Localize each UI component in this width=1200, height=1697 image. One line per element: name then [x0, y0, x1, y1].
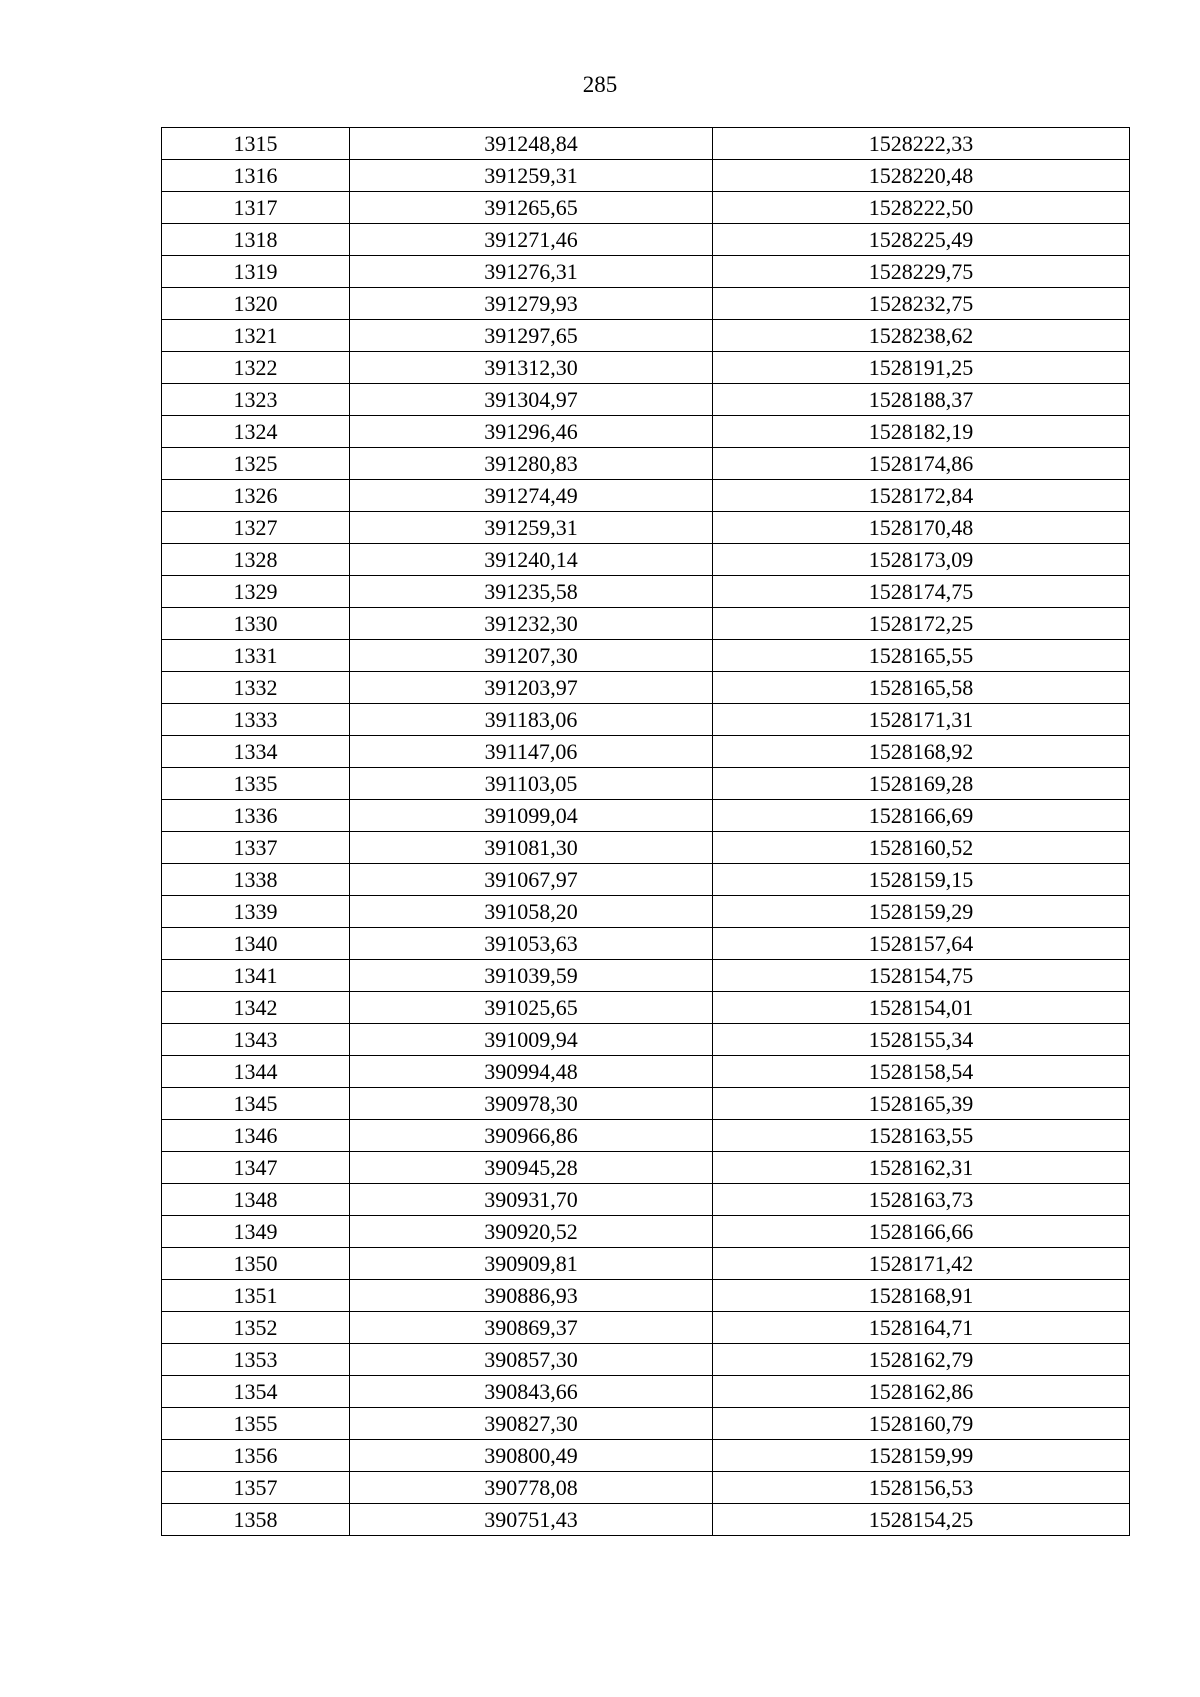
table-row: [162, 512, 1130, 544]
y-coordinate-cell: 1528225,49: [713, 224, 1130, 256]
table-row: [162, 448, 1130, 480]
y-coordinate-cell: 1528160,79: [713, 1408, 1130, 1440]
y-coordinate-cell: 1528158,54: [713, 1056, 1130, 1088]
x-coordinate-cell: 390751,43: [350, 1504, 713, 1536]
x-coordinate-cell: 391183,06: [350, 704, 713, 736]
x-coordinate-cell: 390978,30: [350, 1088, 713, 1120]
y-coordinate-cell: 1528156,53: [713, 1472, 1130, 1504]
x-coordinate-cell: 390945,28: [350, 1152, 713, 1184]
y-coordinate-cell: 1528173,09: [713, 544, 1130, 576]
y-coordinate-cell: 1528154,01: [713, 992, 1130, 1024]
table-row: [162, 608, 1130, 640]
table-row: [162, 288, 1130, 320]
point-number-cell: 1325: [162, 448, 350, 480]
table-row: [162, 928, 1130, 960]
y-coordinate-cell: 1528170,48: [713, 512, 1130, 544]
table-row: [162, 768, 1130, 800]
table-row: [162, 160, 1130, 192]
x-coordinate-cell: 391274,49: [350, 480, 713, 512]
point-number-cell: 1354: [162, 1376, 350, 1408]
table-row: [162, 224, 1130, 256]
x-coordinate-cell: 390931,70: [350, 1184, 713, 1216]
x-coordinate-cell: 390966,86: [350, 1120, 713, 1152]
y-coordinate-cell: 1528159,15: [713, 864, 1130, 896]
x-coordinate-cell: 391235,58: [350, 576, 713, 608]
x-coordinate-cell: 391265,65: [350, 192, 713, 224]
table-row: [162, 576, 1130, 608]
point-number-cell: 1337: [162, 832, 350, 864]
table-row: [162, 896, 1130, 928]
y-coordinate-cell: 1528168,91: [713, 1280, 1130, 1312]
point-number-cell: 1344: [162, 1056, 350, 1088]
x-coordinate-cell: 391304,97: [350, 384, 713, 416]
table-row: [162, 640, 1130, 672]
page-number: 285: [582, 72, 618, 97]
point-number-cell: 1357: [162, 1472, 350, 1504]
table-row: [162, 800, 1130, 832]
x-coordinate-cell: 391058,20: [350, 896, 713, 928]
x-coordinate-cell: 391099,04: [350, 800, 713, 832]
table-row: [162, 1088, 1130, 1120]
x-coordinate-cell: 391259,31: [350, 160, 713, 192]
y-coordinate-cell: 1528154,75: [713, 960, 1130, 992]
point-number-cell: 1317: [162, 192, 350, 224]
coordinates-table: [161, 127, 1130, 1536]
y-coordinate-cell: 1528159,29: [713, 896, 1130, 928]
table-row: [162, 128, 1130, 160]
y-coordinate-cell: 1528165,39: [713, 1088, 1130, 1120]
point-number-cell: 1352: [162, 1312, 350, 1344]
x-coordinate-cell: 391081,30: [350, 832, 713, 864]
y-coordinate-cell: 1528166,69: [713, 800, 1130, 832]
x-coordinate-cell: 390909,81: [350, 1248, 713, 1280]
y-coordinate-cell: 1528164,71: [713, 1312, 1130, 1344]
x-coordinate-cell: 391207,30: [350, 640, 713, 672]
x-coordinate-cell: 391053,63: [350, 928, 713, 960]
point-number-cell: 1330: [162, 608, 350, 640]
table-row: [162, 544, 1130, 576]
y-coordinate-cell: 1528222,33: [713, 128, 1130, 160]
point-number-cell: 1327: [162, 512, 350, 544]
point-number-cell: 1353: [162, 1344, 350, 1376]
table-row: [162, 1472, 1130, 1504]
table-row: [162, 1280, 1130, 1312]
point-number-cell: 1345: [162, 1088, 350, 1120]
table-row: [162, 1248, 1130, 1280]
y-coordinate-cell: 1528159,99: [713, 1440, 1130, 1472]
y-coordinate-cell: 1528222,50: [713, 192, 1130, 224]
point-number-cell: 1333: [162, 704, 350, 736]
point-number-cell: 1331: [162, 640, 350, 672]
y-coordinate-cell: 1528174,86: [713, 448, 1130, 480]
x-coordinate-cell: 390778,08: [350, 1472, 713, 1504]
table-row: [162, 704, 1130, 736]
point-number-cell: 1321: [162, 320, 350, 352]
y-coordinate-cell: 1528162,79: [713, 1344, 1130, 1376]
table-row: [162, 672, 1130, 704]
table-row: [162, 192, 1130, 224]
y-coordinate-cell: 1528238,62: [713, 320, 1130, 352]
point-number-cell: 1349: [162, 1216, 350, 1248]
point-number-cell: 1340: [162, 928, 350, 960]
y-coordinate-cell: 1528229,75: [713, 256, 1130, 288]
x-coordinate-cell: 391248,84: [350, 128, 713, 160]
point-number-cell: 1315: [162, 128, 350, 160]
table-row: [162, 1312, 1130, 1344]
point-number-cell: 1338: [162, 864, 350, 896]
table-row: [162, 1408, 1130, 1440]
point-number-cell: 1339: [162, 896, 350, 928]
table-row: [162, 864, 1130, 896]
point-number-cell: 1358: [162, 1504, 350, 1536]
x-coordinate-cell: 390800,49: [350, 1440, 713, 1472]
table-row: [162, 480, 1130, 512]
table-row: [162, 352, 1130, 384]
y-coordinate-cell: 1528162,86: [713, 1376, 1130, 1408]
y-coordinate-cell: 1528188,37: [713, 384, 1130, 416]
x-coordinate-cell: 391240,14: [350, 544, 713, 576]
point-number-cell: 1326: [162, 480, 350, 512]
y-coordinate-cell: 1528171,42: [713, 1248, 1130, 1280]
table-row: [162, 832, 1130, 864]
y-coordinate-cell: 1528157,64: [713, 928, 1130, 960]
point-number-cell: 1332: [162, 672, 350, 704]
table-row: [162, 1216, 1130, 1248]
y-coordinate-cell: 1528166,66: [713, 1216, 1130, 1248]
x-coordinate-cell: 391203,97: [350, 672, 713, 704]
point-number-cell: 1323: [162, 384, 350, 416]
point-number-cell: 1347: [162, 1152, 350, 1184]
y-coordinate-cell: 1528174,75: [713, 576, 1130, 608]
x-coordinate-cell: 390843,66: [350, 1376, 713, 1408]
x-coordinate-cell: 390869,37: [350, 1312, 713, 1344]
x-coordinate-cell: 390994,48: [350, 1056, 713, 1088]
point-number-cell: 1329: [162, 576, 350, 608]
y-coordinate-cell: 1528163,55: [713, 1120, 1130, 1152]
x-coordinate-cell: 391271,46: [350, 224, 713, 256]
x-coordinate-cell: 391009,94: [350, 1024, 713, 1056]
table-row: [162, 1344, 1130, 1376]
point-number-cell: 1350: [162, 1248, 350, 1280]
table-row: [162, 256, 1130, 288]
x-coordinate-cell: 391039,59: [350, 960, 713, 992]
x-coordinate-cell: 390857,30: [350, 1344, 713, 1376]
point-number-cell: 1348: [162, 1184, 350, 1216]
x-coordinate-cell: 391312,30: [350, 352, 713, 384]
x-coordinate-cell: 390827,30: [350, 1408, 713, 1440]
y-coordinate-cell: 1528160,52: [713, 832, 1130, 864]
y-coordinate-cell: 1528220,48: [713, 160, 1130, 192]
point-number-cell: 1343: [162, 1024, 350, 1056]
point-number-cell: 1355: [162, 1408, 350, 1440]
y-coordinate-cell: 1528172,84: [713, 480, 1130, 512]
point-number-cell: 1318: [162, 224, 350, 256]
table-row: [162, 960, 1130, 992]
y-coordinate-cell: 1528163,73: [713, 1184, 1130, 1216]
y-coordinate-cell: 1528155,34: [713, 1024, 1130, 1056]
y-coordinate-cell: 1528182,19: [713, 416, 1130, 448]
x-coordinate-cell: 391279,93: [350, 288, 713, 320]
point-number-cell: 1335: [162, 768, 350, 800]
table-row: [162, 1184, 1130, 1216]
y-coordinate-cell: 1528172,25: [713, 608, 1130, 640]
y-coordinate-cell: 1528162,31: [713, 1152, 1130, 1184]
coordinates-table-body: [162, 128, 1130, 1536]
y-coordinate-cell: 1528154,25: [713, 1504, 1130, 1536]
point-number-cell: 1316: [162, 160, 350, 192]
x-coordinate-cell: 390920,52: [350, 1216, 713, 1248]
table-row: [162, 1440, 1130, 1472]
point-number-cell: 1322: [162, 352, 350, 384]
table-row: [162, 1056, 1130, 1088]
x-coordinate-cell: 391147,06: [350, 736, 713, 768]
x-coordinate-cell: 391280,83: [350, 448, 713, 480]
table-row: [162, 1152, 1130, 1184]
table-row: [162, 1504, 1130, 1536]
point-number-cell: 1341: [162, 960, 350, 992]
y-coordinate-cell: 1528171,31: [713, 704, 1130, 736]
point-number-cell: 1351: [162, 1280, 350, 1312]
point-number-cell: 1334: [162, 736, 350, 768]
x-coordinate-cell: 391296,46: [350, 416, 713, 448]
point-number-cell: 1320: [162, 288, 350, 320]
point-number-cell: 1319: [162, 256, 350, 288]
x-coordinate-cell: 391259,31: [350, 512, 713, 544]
y-coordinate-cell: 1528165,55: [713, 640, 1130, 672]
x-coordinate-cell: 390886,93: [350, 1280, 713, 1312]
table-row: [162, 1024, 1130, 1056]
point-number-cell: 1346: [162, 1120, 350, 1152]
table-row: [162, 384, 1130, 416]
x-coordinate-cell: 391103,05: [350, 768, 713, 800]
y-coordinate-cell: 1528168,92: [713, 736, 1130, 768]
point-number-cell: 1356: [162, 1440, 350, 1472]
y-coordinate-cell: 1528169,28: [713, 768, 1130, 800]
point-number-cell: 1336: [162, 800, 350, 832]
point-number-cell: 1328: [162, 544, 350, 576]
y-coordinate-cell: 1528191,25: [713, 352, 1130, 384]
table-row: [162, 1120, 1130, 1152]
table-row: [162, 992, 1130, 1024]
table-row: [162, 1376, 1130, 1408]
table-row: [162, 736, 1130, 768]
point-number-cell: 1324: [162, 416, 350, 448]
x-coordinate-cell: 391232,30: [350, 608, 713, 640]
point-number-cell: 1342: [162, 992, 350, 1024]
table-row: [162, 320, 1130, 352]
x-coordinate-cell: 391276,31: [350, 256, 713, 288]
x-coordinate-cell: 391297,65: [350, 320, 713, 352]
x-coordinate-cell: 391067,97: [350, 864, 713, 896]
table-row: [162, 416, 1130, 448]
x-coordinate-cell: 391025,65: [350, 992, 713, 1024]
y-coordinate-cell: 1528232,75: [713, 288, 1130, 320]
y-coordinate-cell: 1528165,58: [713, 672, 1130, 704]
